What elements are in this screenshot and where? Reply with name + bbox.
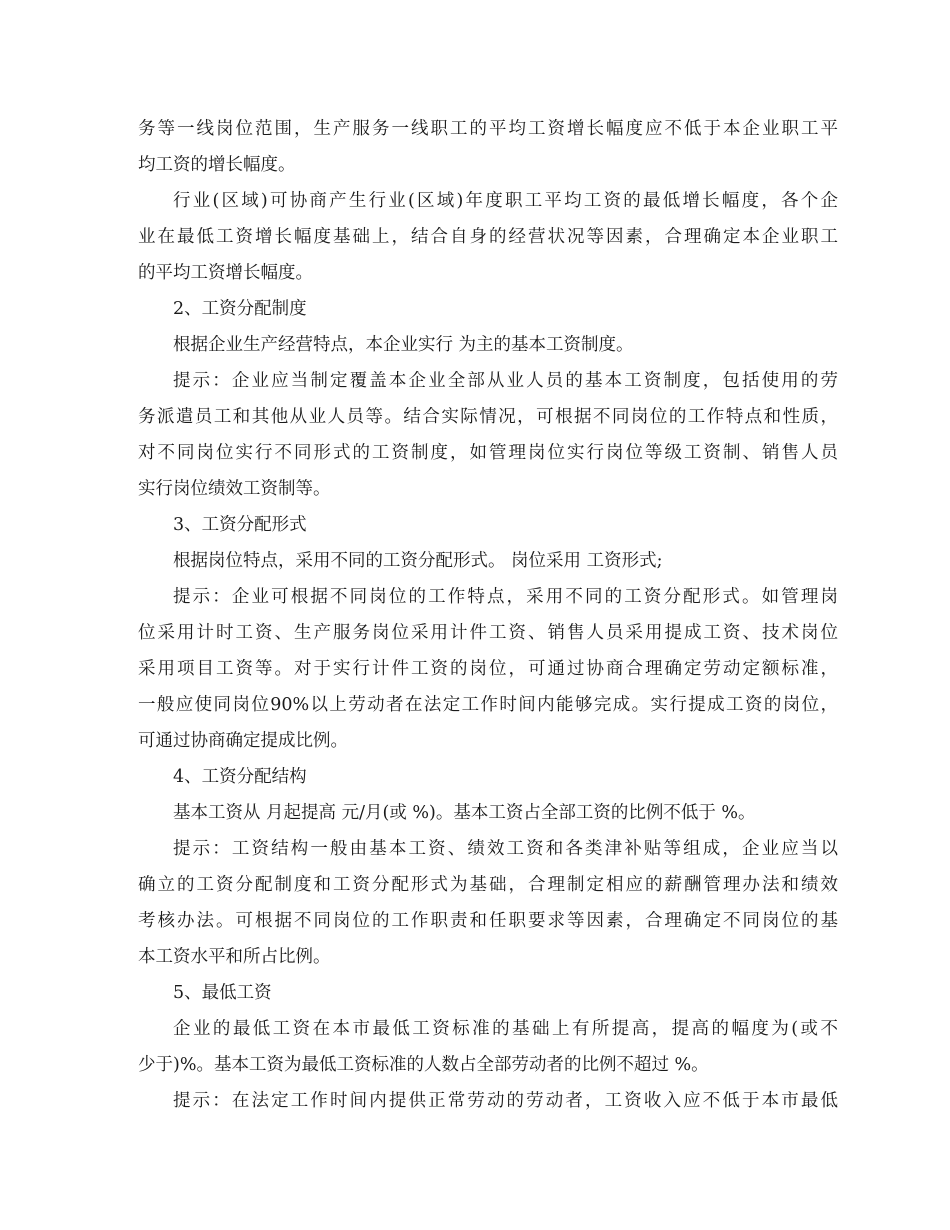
body-text-line: 采用项目工资等。对于实行计件工资的岗位，可通过协商合理确定劳动定额标准， <box>138 659 838 679</box>
body-text-line: 考核办法。可根据不同岗位的工作职责和任职要求等因素，合理确定不同岗位的基 <box>138 911 838 931</box>
hint-paragraph-line: 提示：企业应当制定覆盖本企业全部从业人员的基本工资制度，包括使用的劳 <box>173 371 838 391</box>
body-text-line: 确立的工资分配制度和工资分配形式为基础，合理制定相应的薪酬管理办法和绩效 <box>138 875 838 895</box>
section-heading: 3、工资分配形式 <box>173 515 307 535</box>
section-heading: 4、工资分配结构 <box>173 767 307 787</box>
body-text-line: 务派遣员工和其他从业人员等。结合实际情况，可根据不同岗位的工作特点和性质， <box>138 407 838 427</box>
paragraph-start-line: 根据岗位特点，采用不同的工资分配形式。 岗位采用 工资形式; <box>173 551 663 571</box>
body-text-line: 务等一线岗位范围，生产服务一线职工的平均工资增长幅度应不低于本企业职工平 <box>138 119 838 139</box>
hint-paragraph-line: 提示：企业可根据不同岗位的工作特点，采用不同的工资分配形式。如管理岗 <box>173 587 838 607</box>
body-text-line: 均工资的增长幅度。 <box>138 155 296 175</box>
document-body <box>138 111 838 1119</box>
body-text-line: 实行岗位绩效工资制等。 <box>138 479 331 499</box>
paragraph-start-line: 企业的最低工资在本市最低工资标准的基础上有所提高，提高的幅度为(或不 <box>173 1019 838 1039</box>
body-text-line: 本工资水平和所占比例。 <box>138 947 331 967</box>
hint-paragraph-line: 提示：在法定工作时间内提供正常劳动的劳动者，工资收入应不低于本市最低 <box>173 1091 838 1111</box>
body-text-line: 位采用计时工资、生产服务岗位采用计件工资、销售人员采用提成工资、技术岗位 <box>138 623 838 643</box>
section-heading: 2、工资分配制度 <box>173 299 307 319</box>
section-heading: 5、最低工资 <box>173 983 272 1003</box>
body-text-line: 对不同岗位实行不同形式的工资制度，如管理岗位实行岗位等级工资制、销售人员 <box>138 443 838 463</box>
body-text-line: 业在最低工资增长幅度基础上，结合自身的经营状况等因素，合理确定本企业职工 <box>138 227 838 247</box>
body-text-line: 少于)%。基本工资为最低工资标准的人数占全部劳动者的比例不超过 %。 <box>138 1055 709 1075</box>
paragraph-start-line: 基本工资从 月起提高 元/月(或 %)。基本工资占全部工资的比例不低于 %。 <box>173 803 756 823</box>
body-text-line: 可通过协商确定提成比例。 <box>138 731 348 751</box>
body-text-line: 的平均工资增长幅度。 <box>138 263 313 283</box>
paragraph-start-line: 行业(区域)可协商产生行业(区域)年度职工平均工资的最低增长幅度，各个企 <box>173 191 838 211</box>
paragraph-start-line: 根据企业生产经营特点，本企业实行 为主的基本工资制度。 <box>173 335 634 355</box>
body-text-line: 一般应使同岗位90%以上劳动者在法定工作时间内能够完成。实行提成工资的岗位， <box>138 695 838 715</box>
hint-paragraph-line: 提示：工资结构一般由基本工资、绩效工资和各类津补贴等组成，企业应当以 <box>173 839 838 859</box>
